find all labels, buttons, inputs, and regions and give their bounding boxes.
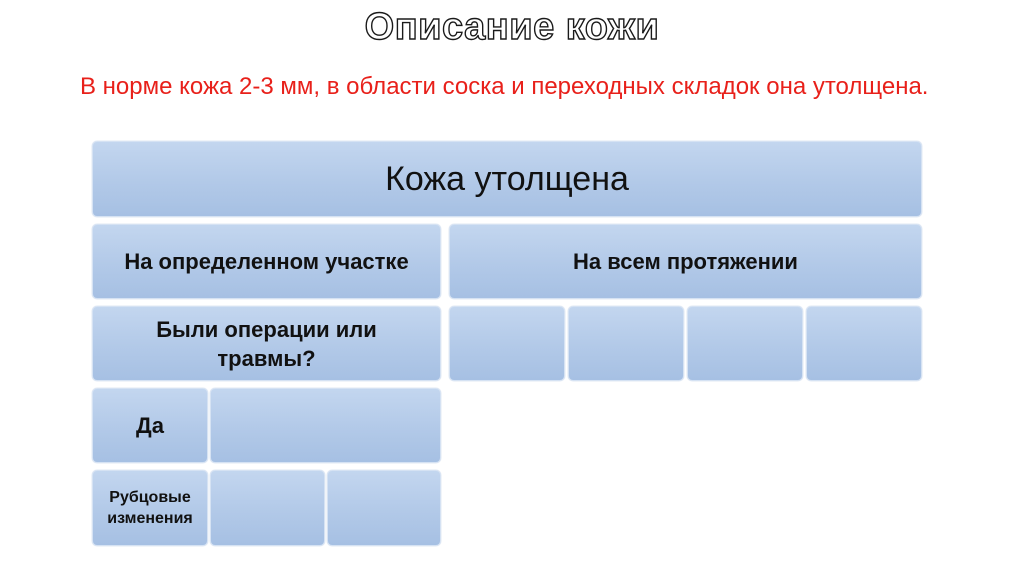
slide-title: Описание кожи (364, 6, 660, 48)
empty-box-5 (210, 388, 441, 463)
slide-subtitle: В норме кожа 2-3 мм, в области соска и переходных складок она утолщена. (80, 73, 929, 100)
empty-box-7 (327, 470, 441, 546)
empty-box-1 (449, 306, 565, 381)
scar-changes-box: Рубцовые изменения (92, 470, 208, 546)
empty-box-4 (806, 306, 922, 381)
whole-branch-box: На всем протяжении (449, 224, 922, 299)
local-branch-box: На определенном участке (92, 224, 441, 299)
yes-box: Да (92, 388, 208, 463)
empty-box-3 (687, 306, 803, 381)
question-box: Были операции или травмы? (92, 306, 441, 381)
root-box: Кожа утолщена (92, 141, 922, 217)
empty-box-2 (568, 306, 684, 381)
empty-box-6 (210, 470, 325, 546)
